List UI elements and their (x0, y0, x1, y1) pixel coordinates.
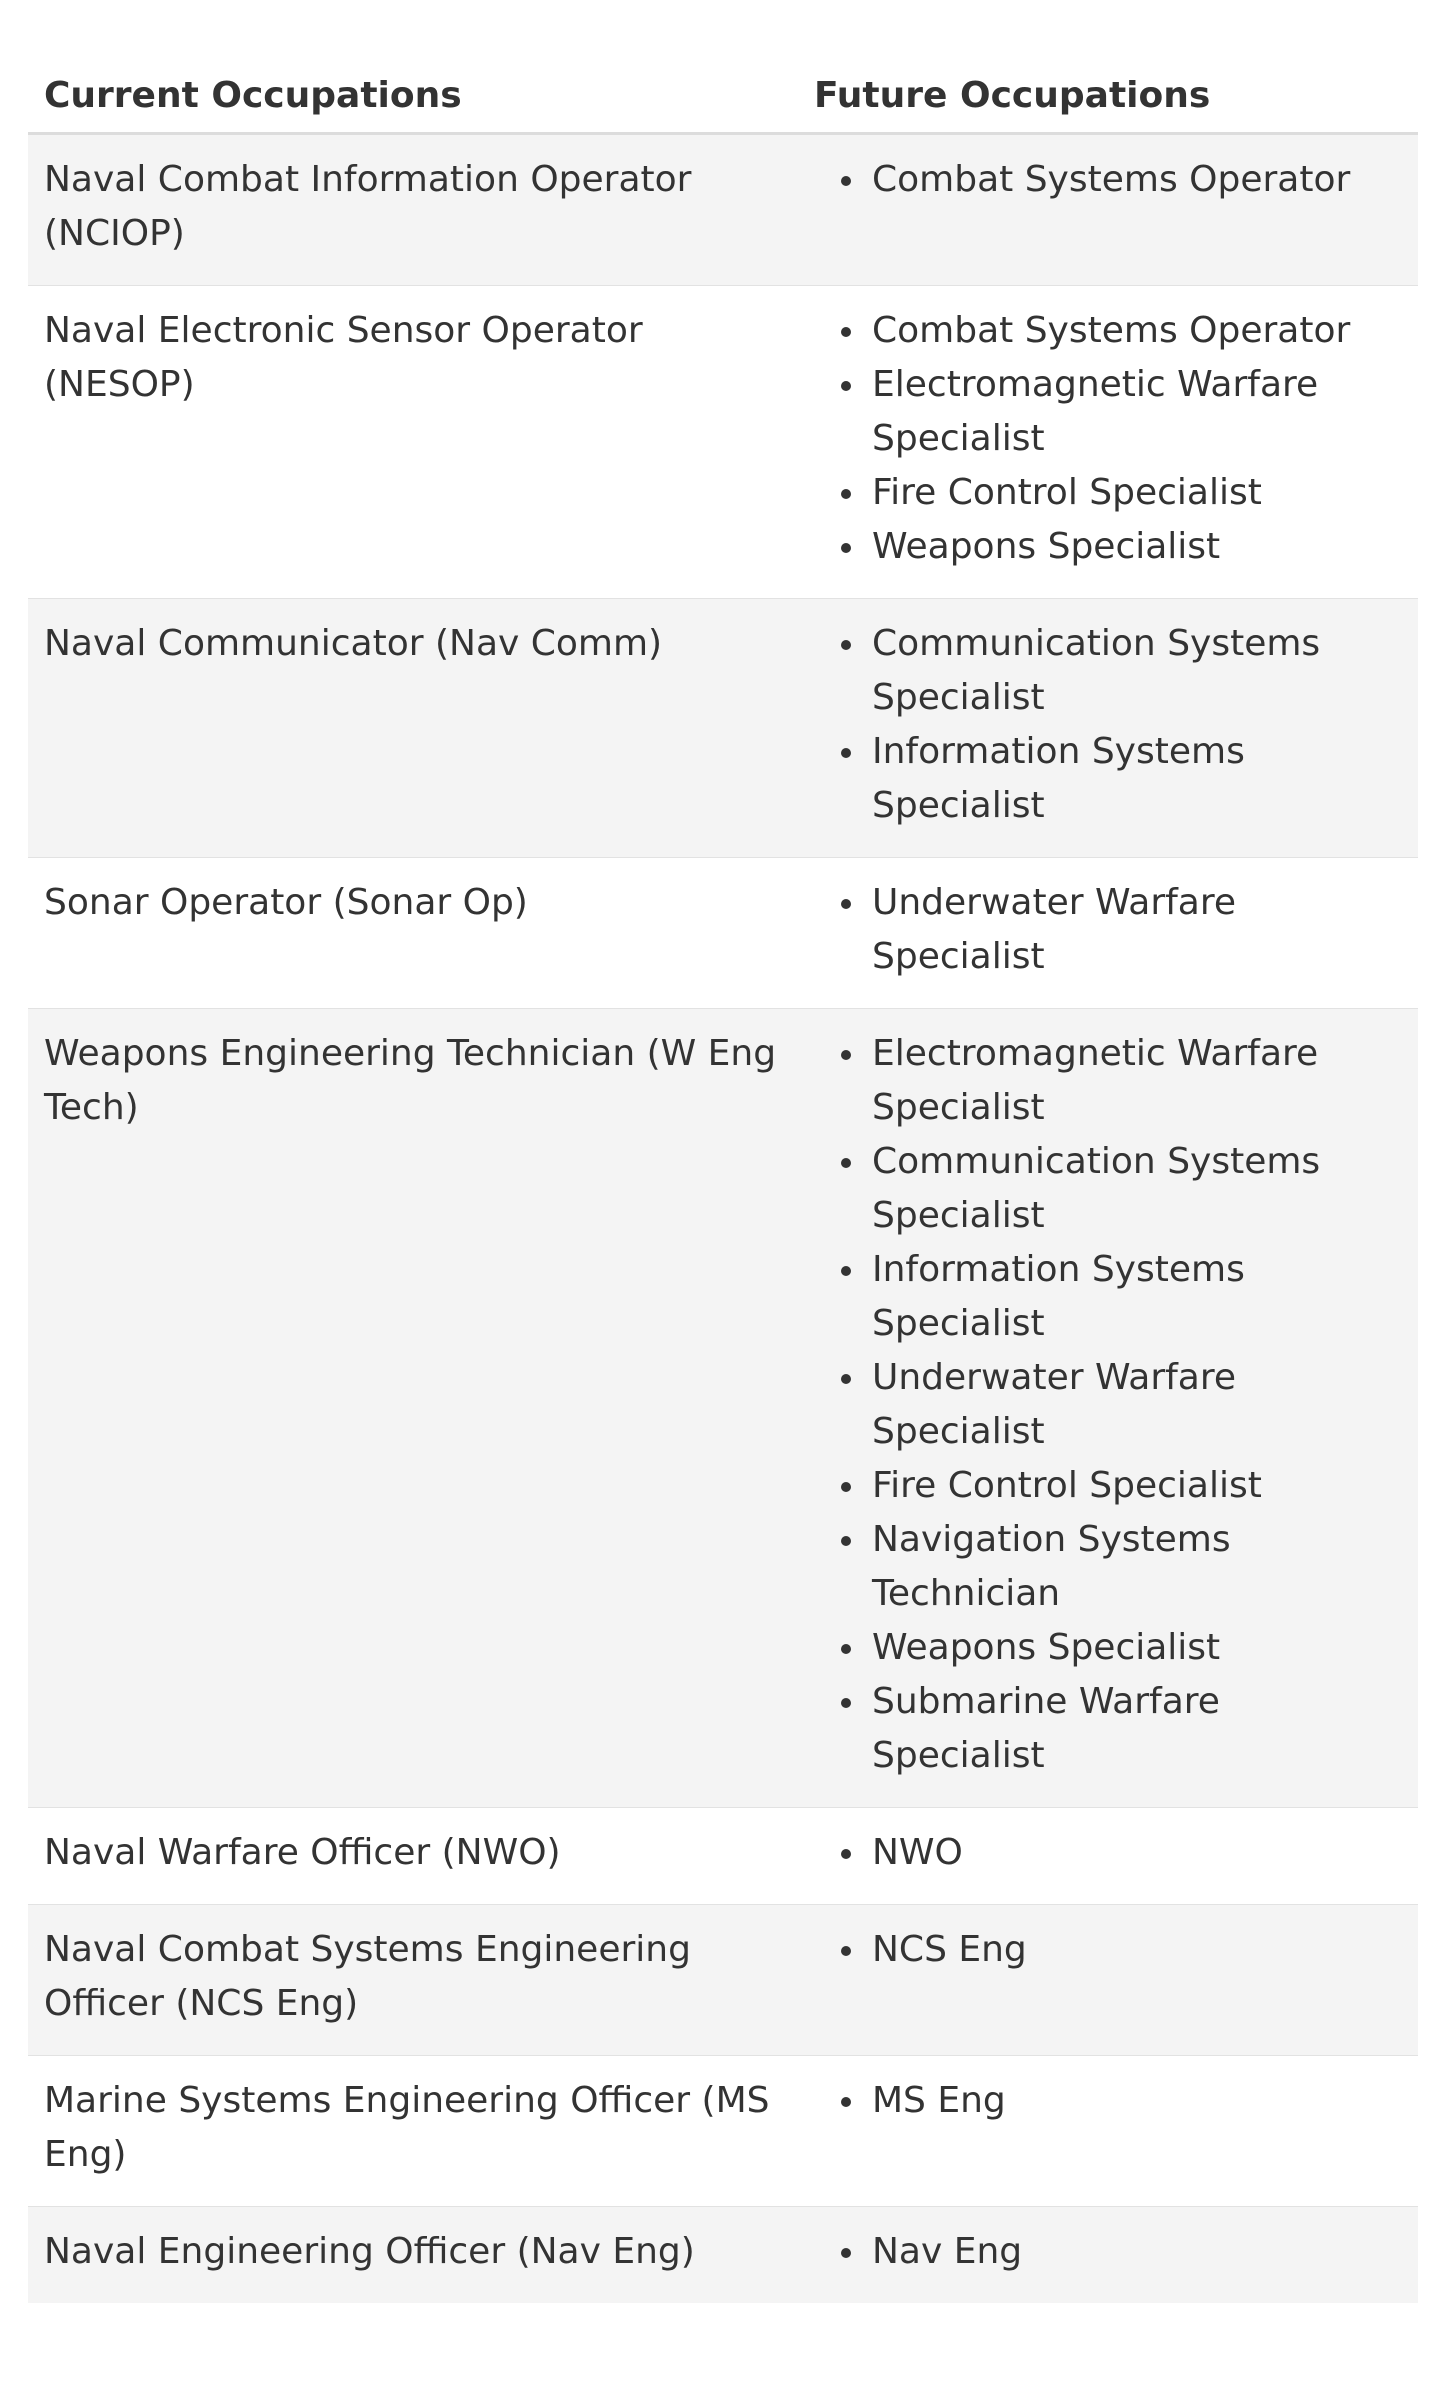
list-item: Combat Systems Operator (872, 153, 1402, 207)
list-item: Navigation Systems Technician (872, 1513, 1402, 1621)
table-row (28, 599, 1418, 858)
table-row (28, 1905, 1418, 2056)
current-occupation-cell: Weapons Engineering Technician (W Eng Tech) (28, 1009, 798, 1808)
occupations-table-container (28, 64, 1418, 2303)
current-occupation-cell: Naval Warfare Officer (NWO) (28, 1808, 798, 1905)
table-body (28, 134, 1418, 2304)
table-row (28, 2207, 1418, 2304)
list-item: Submarine Warfare Specialist (872, 1675, 1402, 1783)
future-occupations-cell (798, 286, 1418, 599)
list-item: Weapons Specialist (872, 520, 1402, 574)
list-item: Fire Control Specialist (872, 466, 1402, 520)
table-row (28, 134, 1418, 286)
list-item: NCS Eng (872, 1923, 1402, 1977)
table-row (28, 1009, 1418, 1808)
current-occupation-cell: Naval Engineering Officer (Nav Eng) (28, 2207, 798, 2304)
list-item: Underwater Warfare Specialist (872, 876, 1402, 984)
current-occupation-cell: Naval Communicator (Nav Comm) (28, 599, 798, 858)
current-occupation-cell: Marine Systems Engineering Officer (MS Eng) (28, 2056, 798, 2207)
future-occupations-list (814, 1826, 1402, 1880)
future-occupations-list (814, 2074, 1402, 2128)
current-occupation-cell: Naval Electronic Sensor Operator (NESOP) (28, 286, 798, 599)
table-row (28, 858, 1418, 1009)
future-occupations-list (814, 1027, 1402, 1783)
future-occupations-list (814, 1923, 1402, 1977)
list-item: NWO (872, 1826, 1402, 1880)
list-item: Electromagnetic Warfare Specialist (872, 1027, 1402, 1135)
future-occupations-cell (798, 1808, 1418, 1905)
future-occupations-list (814, 304, 1402, 574)
table-row (28, 286, 1418, 599)
list-item: Combat Systems Operator (872, 304, 1402, 358)
future-occupations-cell (798, 2207, 1418, 2304)
future-occupations-cell (798, 134, 1418, 286)
future-occupations-cell (798, 2056, 1418, 2207)
future-occupations-list (814, 876, 1402, 984)
table-row (28, 1808, 1418, 1905)
list-item: Communication Systems Specialist (872, 617, 1402, 725)
table-row (28, 2056, 1418, 2207)
occupations-table (28, 64, 1418, 2303)
future-occupations-cell (798, 1009, 1418, 1808)
list-item: Weapons Specialist (872, 1621, 1402, 1675)
future-occupations-list (814, 617, 1402, 833)
current-occupation-cell: Naval Combat Information Operator (NCIOP) (28, 134, 798, 286)
future-occupations-cell (798, 1905, 1418, 2056)
list-item: Electromagnetic Warfare Specialist (872, 358, 1402, 466)
list-item: MS Eng (872, 2074, 1402, 2128)
current-occupation-cell: Naval Combat Systems Engineering Officer (NCS Eng) (28, 1905, 798, 2056)
list-item: Communication Systems Specialist (872, 1135, 1402, 1243)
future-occupations-list (814, 153, 1402, 207)
header-future-occupations: Future Occupations (798, 64, 1418, 134)
header-row (28, 64, 1418, 134)
table-header (28, 64, 1418, 134)
list-item: Information Systems Specialist (872, 1243, 1402, 1351)
header-current-occupations: Current Occupations (28, 64, 798, 134)
list-item: Underwater Warfare Specialist (872, 1351, 1402, 1459)
list-item: Fire Control Specialist (872, 1459, 1402, 1513)
future-occupations-cell (798, 599, 1418, 858)
future-occupations-list (814, 2225, 1402, 2279)
future-occupations-cell (798, 858, 1418, 1009)
list-item: Nav Eng (872, 2225, 1402, 2279)
list-item: Information Systems Specialist (872, 725, 1402, 833)
current-occupation-cell: Sonar Operator (Sonar Op) (28, 858, 798, 1009)
